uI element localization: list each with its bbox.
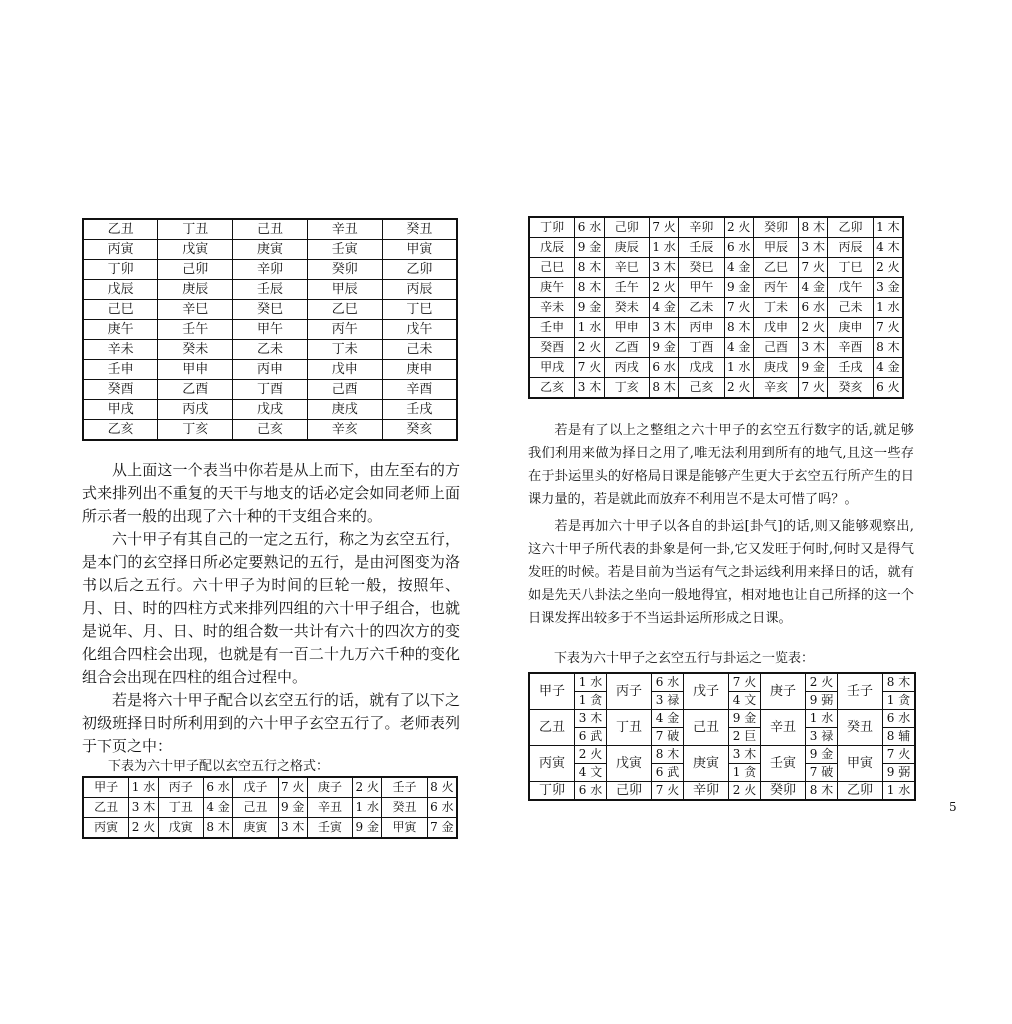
ganzhi-cell: 己丑 xyxy=(233,798,278,818)
ganzhi-cell: 丙子 xyxy=(607,673,652,710)
ganzhi-cell: 丁酉 xyxy=(679,338,724,358)
table-cell: 癸亥 xyxy=(382,420,457,441)
left-column xyxy=(82,218,460,839)
ganzhi-cell: 乙卯 xyxy=(828,217,873,238)
table-cell: 丙申 xyxy=(233,360,308,380)
ganzhi-cell: 辛卯 xyxy=(684,782,729,801)
table-cell: 丁丑 xyxy=(158,219,233,240)
ganzhi-cell: 壬子 xyxy=(838,673,883,710)
table-row xyxy=(83,818,457,839)
table-cell: 丙戌 xyxy=(158,400,233,420)
ganzhi-cell: 癸丑 xyxy=(382,798,427,818)
table-cell: 己酉 xyxy=(307,380,382,400)
ganzhi-cell: 壬戌 xyxy=(828,358,873,378)
wuxing-number-cell: 2 火 xyxy=(129,818,158,839)
gua-star-cell: 9 弼 xyxy=(883,764,916,782)
table-cell: 甲辰 xyxy=(307,280,382,300)
wuxing-number-cell: 9 金 xyxy=(278,798,307,818)
ganzhi-cell: 壬寅 xyxy=(761,746,806,782)
ganzhi-cell: 甲申 xyxy=(604,318,649,338)
wuxing-number-cell: 6 水 xyxy=(652,673,684,692)
table-cell: 己亥 xyxy=(233,420,308,441)
gua-star-cell: 4 文 xyxy=(575,764,607,782)
wuxing-table-part2 xyxy=(528,216,904,399)
table-row xyxy=(83,380,457,400)
ganzhi-cell: 乙酉 xyxy=(604,338,649,358)
wuxing-number-cell: 1 水 xyxy=(575,673,607,692)
gua-star-cell: 7 破 xyxy=(806,764,838,782)
table-row xyxy=(83,260,457,280)
table-cell: 丁亥 xyxy=(158,420,233,441)
wuxing-number-cell: 9 金 xyxy=(799,358,828,378)
table-cell: 乙丑 xyxy=(83,219,158,240)
wuxing-number-cell: 9 金 xyxy=(806,746,838,764)
wuxing-number-cell: 7 火 xyxy=(729,673,761,692)
ganzhi-cell: 甲寅 xyxy=(382,818,427,839)
wuxing-number-cell: 2 火 xyxy=(724,378,753,399)
table-cell: 癸未 xyxy=(158,340,233,360)
ganzhi-cell: 庚戌 xyxy=(753,358,798,378)
wuxing-number-cell: 6 水 xyxy=(575,217,604,238)
wuxing-number-cell: 2 火 xyxy=(575,338,604,358)
ganzhi-cell: 甲午 xyxy=(679,278,724,298)
ganzhi-cell: 戊辰 xyxy=(529,238,575,258)
table-row xyxy=(529,746,915,764)
wuxing-number-cell: 1 水 xyxy=(873,298,903,318)
wuxing-number-cell: 2 火 xyxy=(729,782,761,801)
wuxing-number-cell: 3 木 xyxy=(729,746,761,764)
wuxing-number-cell: 7 火 xyxy=(873,318,903,338)
ganzhi-cell: 戊午 xyxy=(828,278,873,298)
wuxing-number-cell: 8 木 xyxy=(799,217,828,238)
wuxing-number-cell: 6 水 xyxy=(575,782,607,801)
ganzhi-cell: 辛巳 xyxy=(604,258,649,278)
wuxing-number-cell: 2 火 xyxy=(724,217,753,238)
gua-star-cell: 3 禄 xyxy=(806,728,838,746)
wuxing-number-cell: 6 水 xyxy=(883,710,916,728)
ganzhi-cell: 己丑 xyxy=(684,710,729,746)
wuxing-number-cell: 2 火 xyxy=(649,278,678,298)
wuxing-number-cell: 9 金 xyxy=(353,818,382,839)
ganzhi-cell: 戊子 xyxy=(233,777,278,798)
gua-star-cell: 7 破 xyxy=(652,728,684,746)
ganzhi-cell: 己卯 xyxy=(607,782,652,801)
wuxing-number-cell: 9 金 xyxy=(575,238,604,258)
paragraph-guayun: 若是再加六十甲子以各自的卦运[卦气]的话,则又能够观察出,这六十甲子所代表的卦象是何一卦,它又发旺于何时,何时又是得气发旺的时候。若是目前为当运有气之卦运线利用来择日的话，就有如是先天八卦法之坐向一般地得宜，相对地也让自己所择的这一个日课发挥出较多于不当运卦运所形成之日课。 xyxy=(528,519,914,626)
table-cell: 己未 xyxy=(382,340,457,360)
ganzhi-cell: 辛卯 xyxy=(679,217,724,238)
page-number: 5 xyxy=(949,800,957,814)
ganzhi-cell: 癸卯 xyxy=(761,782,806,801)
ganzhi-cell: 丙寅 xyxy=(529,746,575,782)
wuxing-number-cell: 4 金 xyxy=(649,298,678,318)
wuxing-number-cell: 1 水 xyxy=(806,710,838,728)
wuxing-number-cell: 1 水 xyxy=(649,238,678,258)
table-row xyxy=(529,782,915,801)
ganzhi-cell: 壬辰 xyxy=(679,238,724,258)
wuxing-number-cell: 1 水 xyxy=(724,358,753,378)
ganzhi-cell: 辛亥 xyxy=(753,378,798,399)
table-row xyxy=(529,298,903,318)
ganzhi-cell: 丙寅 xyxy=(83,818,129,839)
table-cell: 癸酉 xyxy=(83,380,158,400)
ganzhi-cell: 戊寅 xyxy=(607,746,652,782)
wuxing-number-cell: 9 金 xyxy=(649,338,678,358)
wuxing-number-cell: 1 水 xyxy=(353,798,382,818)
ganzhi-cell: 庚辰 xyxy=(604,238,649,258)
wuxing-number-cell: 3 木 xyxy=(649,258,678,278)
ganzhi-cell: 丙戌 xyxy=(604,358,649,378)
wuxing-number-cell: 2 火 xyxy=(873,258,903,278)
table-row xyxy=(83,300,457,320)
table-cell: 甲寅 xyxy=(382,240,457,260)
ganzhi-cell: 庚子 xyxy=(761,673,806,710)
guayun-table xyxy=(528,672,916,801)
wuxing-table-part1 xyxy=(82,776,458,839)
table-cell: 乙亥 xyxy=(83,420,158,441)
ganzhi-cell: 壬午 xyxy=(604,278,649,298)
table-cell: 丁酉 xyxy=(233,380,308,400)
ganzhi-cell: 辛丑 xyxy=(307,798,352,818)
ganzhi-cell: 丁丑 xyxy=(607,710,652,746)
wuxing-number-cell: 8 木 xyxy=(873,338,903,358)
ganzhi-cell: 癸丑 xyxy=(838,710,883,746)
gua-star-cell: 4 文 xyxy=(729,692,761,710)
ganzhi-cell: 甲子 xyxy=(83,777,129,798)
ganzhi-cell: 甲戌 xyxy=(529,358,575,378)
ganzhi-cell: 乙亥 xyxy=(529,378,575,399)
ganzhi-cell: 甲辰 xyxy=(753,238,798,258)
wuxing-number-cell: 9 金 xyxy=(575,298,604,318)
ganzhi-cell: 丙午 xyxy=(753,278,798,298)
table-caption-guayun: 下表为六十甲子之玄空五行与卦运之一览表： xyxy=(554,651,815,666)
table-cell: 甲午 xyxy=(233,320,308,340)
ganzhi-cell: 丁卯 xyxy=(529,782,575,801)
ganzhi-cell: 己卯 xyxy=(604,217,649,238)
wuxing-number-cell: 3 木 xyxy=(799,238,828,258)
ganzhi-cell: 乙未 xyxy=(679,298,724,318)
table-cell: 戊寅 xyxy=(158,240,233,260)
gua-star-cell: 6 武 xyxy=(575,728,607,746)
table-caption-wuxing: 下表为六十甲子配以玄空五行之格式： xyxy=(108,759,330,774)
wuxing-number-cell: 3 木 xyxy=(575,710,607,728)
wuxing-number-cell: 7 火 xyxy=(799,258,828,278)
ganzhi-cell: 甲子 xyxy=(529,673,575,710)
wuxing-number-cell: 1 水 xyxy=(883,782,916,801)
table-cell: 丁未 xyxy=(307,340,382,360)
ganzhi-cell: 戊申 xyxy=(753,318,798,338)
table-row xyxy=(529,673,915,692)
wuxing-number-cell: 7 火 xyxy=(799,378,828,399)
ganzhi-cell: 戊子 xyxy=(684,673,729,710)
table-cell: 丁卯 xyxy=(83,260,158,280)
wuxing-number-cell: 7 火 xyxy=(724,298,753,318)
table-row xyxy=(83,798,457,818)
gua-star-cell: 1 贪 xyxy=(729,764,761,782)
wuxing-number-cell: 7 火 xyxy=(649,217,678,238)
wuxing-number-cell: 6 火 xyxy=(873,378,903,399)
table-cell: 戊午 xyxy=(382,320,457,340)
ganzhi-cell: 癸酉 xyxy=(529,338,575,358)
table-cell: 乙未 xyxy=(233,340,308,360)
table-cell: 辛卯 xyxy=(233,260,308,280)
wuxing-number-cell: 7 火 xyxy=(278,777,307,798)
ganzhi-cell: 戊戌 xyxy=(679,358,724,378)
wuxing-number-cell: 8 木 xyxy=(652,746,684,764)
ganzhi-cell: 辛丑 xyxy=(761,710,806,746)
ganzhi-cell: 己未 xyxy=(828,298,873,318)
right-column xyxy=(528,216,914,801)
ganzhi-cell: 丙辰 xyxy=(828,238,873,258)
ganzhi-cell: 癸亥 xyxy=(828,378,873,399)
table-cell: 己巳 xyxy=(83,300,158,320)
table-cell: 丙辰 xyxy=(382,280,457,300)
table-cell: 丁巳 xyxy=(382,300,457,320)
ganzhi-cell: 乙巳 xyxy=(753,258,798,278)
wuxing-number-cell: 4 木 xyxy=(873,238,903,258)
ganzhi-cell: 乙丑 xyxy=(529,710,575,746)
table-row xyxy=(529,710,915,728)
table-cell: 乙酉 xyxy=(158,380,233,400)
table-cell: 辛酉 xyxy=(382,380,457,400)
wuxing-number-cell: 6 水 xyxy=(427,798,457,818)
wuxing-number-cell: 8 木 xyxy=(575,278,604,298)
table-row xyxy=(529,258,903,278)
table-row xyxy=(529,217,903,238)
wuxing-number-cell: 2 火 xyxy=(799,318,828,338)
table-cell: 辛巳 xyxy=(158,300,233,320)
wuxing-number-cell: 4 金 xyxy=(724,338,753,358)
ganzhi-cell: 庚寅 xyxy=(684,746,729,782)
table-row xyxy=(83,240,457,260)
table-cell: 癸丑 xyxy=(382,219,457,240)
wuxing-number-cell: 4 金 xyxy=(724,258,753,278)
wuxing-number-cell: 3 木 xyxy=(278,818,307,839)
wuxing-number-cell: 2 火 xyxy=(575,746,607,764)
ganzhi-cell: 丁未 xyxy=(753,298,798,318)
table-cell: 庚辰 xyxy=(158,280,233,300)
ganzhi-cell: 丁亥 xyxy=(604,378,649,399)
table-row xyxy=(529,238,903,258)
gua-star-cell: 9 弼 xyxy=(806,692,838,710)
ganzhi-cell: 壬子 xyxy=(382,777,427,798)
table-cell: 乙卯 xyxy=(382,260,457,280)
wuxing-number-cell: 3 木 xyxy=(649,318,678,338)
wuxing-number-cell: 1 木 xyxy=(873,217,903,238)
gua-star-cell: 8 辅 xyxy=(883,728,916,746)
wuxing-number-cell: 7 金 xyxy=(427,818,457,839)
table-row xyxy=(83,777,457,798)
paragraph-ganzhi-sequence: 从上面这一个表当中你若是从上而下，由左至右的方式来排列出不重复的天干与地支的话必定会如同老师上面所示者一般的出现了六十种的干支组合来的。 xyxy=(82,461,460,525)
ganzhi-cell: 壬申 xyxy=(529,318,575,338)
ganzhi-cell: 壬寅 xyxy=(307,818,352,839)
table-cell: 庚申 xyxy=(382,360,457,380)
table-row xyxy=(83,340,457,360)
ganzhi-cell: 癸未 xyxy=(604,298,649,318)
table-row xyxy=(529,378,903,399)
paragraph-wuxing-usage: 若是有了以上之整组之六十甲子的玄空五行数字的话,就足够我们利用来做为择日之用了,唯无法利用到所有的地气,且这一些存在于卦运里头的好格局日课是能够产生更大于玄空五行所产生的日课力量的，若是就此而放弃不利用岂不是太可惜了吗？。 xyxy=(528,423,914,507)
gua-star-cell: 6 武 xyxy=(652,764,684,782)
wuxing-number-cell: 3 木 xyxy=(129,798,158,818)
ganzhi-cell: 癸巳 xyxy=(679,258,724,278)
table-cell: 壬辰 xyxy=(233,280,308,300)
table-cell: 己卯 xyxy=(158,260,233,280)
table-cell: 癸卯 xyxy=(307,260,382,280)
wuxing-number-cell: 6 水 xyxy=(203,777,232,798)
ganzhi-cell: 庚午 xyxy=(529,278,575,298)
table-cell: 庚午 xyxy=(83,320,158,340)
ganzhi-cell: 丙申 xyxy=(679,318,724,338)
table-cell: 辛丑 xyxy=(307,219,382,240)
table-cell: 辛未 xyxy=(83,340,158,360)
wuxing-number-cell: 7 火 xyxy=(652,782,684,801)
wuxing-number-cell: 4 金 xyxy=(799,278,828,298)
wuxing-number-cell: 1 水 xyxy=(575,318,604,338)
ganzhi-cell: 丙子 xyxy=(158,777,203,798)
gua-star-cell: 1 贪 xyxy=(883,692,916,710)
table-cell: 壬申 xyxy=(83,360,158,380)
gua-star-cell: 2 巨 xyxy=(729,728,761,746)
table-row xyxy=(529,358,903,378)
ganzhi-cell: 己酉 xyxy=(753,338,798,358)
ganzhi-cell: 癸卯 xyxy=(753,217,798,238)
table-cell: 甲申 xyxy=(158,360,233,380)
table-cell: 甲戌 xyxy=(83,400,158,420)
wuxing-number-cell: 4 金 xyxy=(873,358,903,378)
table-cell: 己丑 xyxy=(233,219,308,240)
wuxing-number-cell: 8 木 xyxy=(575,258,604,278)
ganzhi-cell: 庚申 xyxy=(828,318,873,338)
table-cell: 辛亥 xyxy=(307,420,382,441)
wuxing-number-cell: 9 金 xyxy=(729,710,761,728)
table-cell: 癸巳 xyxy=(233,300,308,320)
gua-star-cell: 3 禄 xyxy=(652,692,684,710)
wuxing-number-cell: 7 火 xyxy=(575,358,604,378)
ganzhi-cell: 丁卯 xyxy=(529,217,575,238)
table-cell: 戊辰 xyxy=(83,280,158,300)
wuxing-number-cell: 6 水 xyxy=(799,298,828,318)
wuxing-number-cell: 4 金 xyxy=(203,798,232,818)
table-row xyxy=(529,338,903,358)
ganzhi-cell: 丁巳 xyxy=(828,258,873,278)
ganzhi-cell: 己亥 xyxy=(679,378,724,399)
table-cell: 庚寅 xyxy=(233,240,308,260)
table-cell: 丙寅 xyxy=(83,240,158,260)
wuxing-number-cell: 3 木 xyxy=(799,338,828,358)
paragraph-xuankong-wuxing: 六十甲子有其自己的一定之五行，称之为玄空五行，是本门的玄空择日所必定要熟记的五行，是由河图变为洛书以后之五行。六十甲子为时间的巨轮一般，按照年、月、日、时的四柱方式来排列四组的六十甲子组合，也就是说年、月、日、时的组合数一共计有六十的四次方的变化组合四柱会出现，也就是有一百二十九万六千种的变化组合会出现在四柱的组合过程中。 xyxy=(82,530,460,686)
wuxing-number-cell: 3 金 xyxy=(873,278,903,298)
table-row xyxy=(83,219,457,240)
wuxing-number-cell: 8 木 xyxy=(883,673,916,692)
paragraph-wuxing-intro: 若是将六十甲子配合以玄空五行的话，就有了以下之初级班择日时所利用到的六十甲子玄空五行了。老师表列于下页之中： xyxy=(82,691,460,755)
table-row xyxy=(83,400,457,420)
table-row xyxy=(83,420,457,441)
table-row xyxy=(83,320,457,340)
wuxing-number-cell: 7 火 xyxy=(883,746,916,764)
ganzhi-table xyxy=(82,218,458,441)
ganzhi-cell: 辛酉 xyxy=(828,338,873,358)
wuxing-number-cell: 6 水 xyxy=(724,238,753,258)
ganzhi-cell: 戊寅 xyxy=(158,818,203,839)
wuxing-number-cell: 9 金 xyxy=(724,278,753,298)
wuxing-number-cell: 8 木 xyxy=(724,318,753,338)
wuxing-number-cell: 6 水 xyxy=(649,358,678,378)
ganzhi-cell: 辛未 xyxy=(529,298,575,318)
table-cell: 丙午 xyxy=(307,320,382,340)
wuxing-number-cell: 8 木 xyxy=(806,782,838,801)
ganzhi-cell: 庚寅 xyxy=(233,818,278,839)
table-cell: 壬午 xyxy=(158,320,233,340)
ganzhi-cell: 庚子 xyxy=(307,777,352,798)
table-cell: 戊戌 xyxy=(233,400,308,420)
ganzhi-cell: 乙丑 xyxy=(83,798,129,818)
wuxing-number-cell: 3 木 xyxy=(575,378,604,399)
wuxing-number-cell: 8 木 xyxy=(203,818,232,839)
table-row xyxy=(529,278,903,298)
wuxing-number-cell: 8 木 xyxy=(649,378,678,399)
ganzhi-cell: 甲寅 xyxy=(838,746,883,782)
table-cell: 乙巳 xyxy=(307,300,382,320)
ganzhi-cell: 乙卯 xyxy=(838,782,883,801)
wuxing-number-cell: 2 火 xyxy=(806,673,838,692)
table-row xyxy=(529,318,903,338)
ganzhi-cell: 己巳 xyxy=(529,258,575,278)
table-cell: 壬戌 xyxy=(382,400,457,420)
ganzhi-cell: 丁丑 xyxy=(158,798,203,818)
wuxing-number-cell: 8 火 xyxy=(427,777,457,798)
table-row xyxy=(83,280,457,300)
table-cell: 庚戌 xyxy=(307,400,382,420)
table-cell: 戊申 xyxy=(307,360,382,380)
wuxing-number-cell: 2 火 xyxy=(353,777,382,798)
gua-star-cell: 1 贪 xyxy=(575,692,607,710)
wuxing-number-cell: 4 金 xyxy=(652,710,684,728)
wuxing-number-cell: 1 水 xyxy=(129,777,158,798)
table-row xyxy=(83,360,457,380)
table-cell: 壬寅 xyxy=(307,240,382,260)
